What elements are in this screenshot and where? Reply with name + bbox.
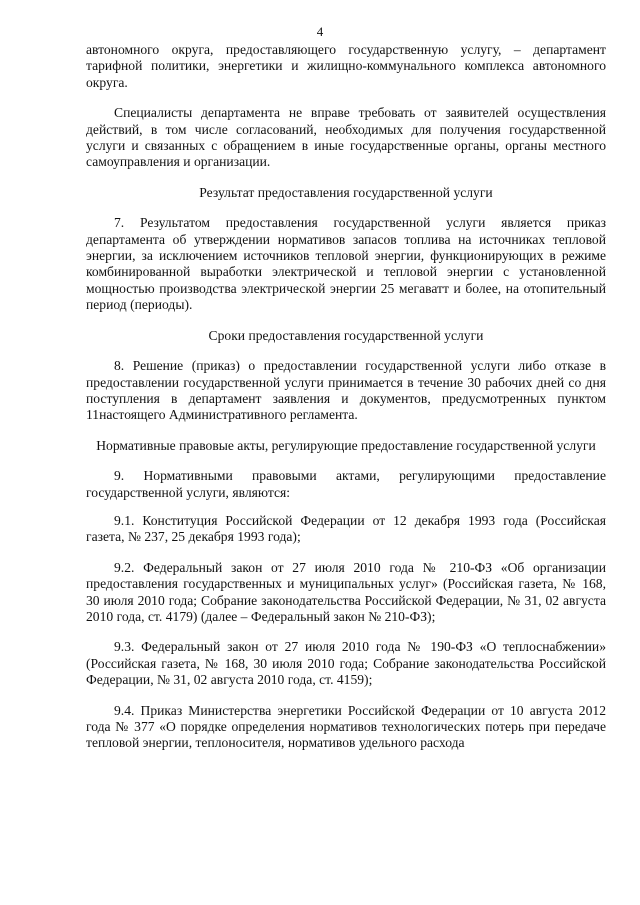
document-body (86, 42, 606, 766)
paragraph-item-9-3: 9.3. Федеральный закон от 27 июля 2010 года № 190-ФЗ «О теплоснабжении» (Российская газета, № 168, 30 июля 2010 года; Собрание законодательства Российской Федерации, № 31, 02 августа 2010 года, ст. 4159); (86, 639, 606, 688)
paragraph-item-9-2: 9.2. Федеральный закон от 27 июля 2010 года № 210-ФЗ «Об организации предоставления государственных и муниципальных услуг» (Российская газета, № 168, 30 июля 2010 года; Собрание законодательства Российской Федерации, № 31, 02 августа 2010 года, ст. 4179) (далее – Федеральный закон № 210-ФЗ); (86, 559, 606, 624)
heading-legal-acts: Нормативные правовые акты, регулирующие предоставление государственной услуги (96, 437, 596, 453)
heading-terms: Сроки предоставления государственной услуги (208, 327, 484, 343)
paragraph-continuation: автономного округа, предоставляющего государственную услугу, – департамент тарифной политики, энергетики и жилищно-коммунального комплекса автономного округа. (86, 42, 606, 90)
paragraph-item-8: 8. Решение (приказ) о предоставлении государственной услуги либо отказе в предоставлении государственной услуги принимается в течение 30 рабочих дней со дня поступления в департамент заявления и документов, предусмотренных пунктом 11настоящего Административного регламента. (86, 358, 606, 423)
page-number: 4 (316, 24, 324, 39)
paragraph-item-9-4: 9.4. Приказ Министерства энергетики Российской Федерации от 10 августа 2012 года № 377 «О порядке определения нормативов технологических потерь при передаче тепловой энергии, теплоносителя, нормативов удельного расхода (86, 702, 606, 751)
paragraph-specialists: Специалисты департамента не вправе требовать от заявителей осуществления действий, в том числе согласований, необходимых для получения государственной услуги и связанных с обращением в иные государственные органы, органы местного самоуправления и организации. (86, 105, 606, 170)
paragraph-item-9: 9. Нормативными правовыми актами, регулирующими предоставление государственной услуги, являются: (86, 468, 606, 500)
paragraph-item-9-1: 9.1. Конституция Российской Федерации от 12 декабря 1993 года (Российская газета, № 237, 25 декабря 1993 года); (86, 512, 606, 545)
heading-result: Результат предоставления государственной услуги (199, 184, 493, 200)
paragraph-item-7: 7. Результатом предоставления государственной услуги является приказ департамента об утверждении нормативов запасов топлива на источниках тепловой энергии, за исключением источников тепловой энергии, функционирующих в режиме комбинированной выработки электрической и тепловой энергии с установленной мощностью производства электрической энергии 25 мегаватт и более, на отопительный период (периоды). (86, 215, 606, 313)
